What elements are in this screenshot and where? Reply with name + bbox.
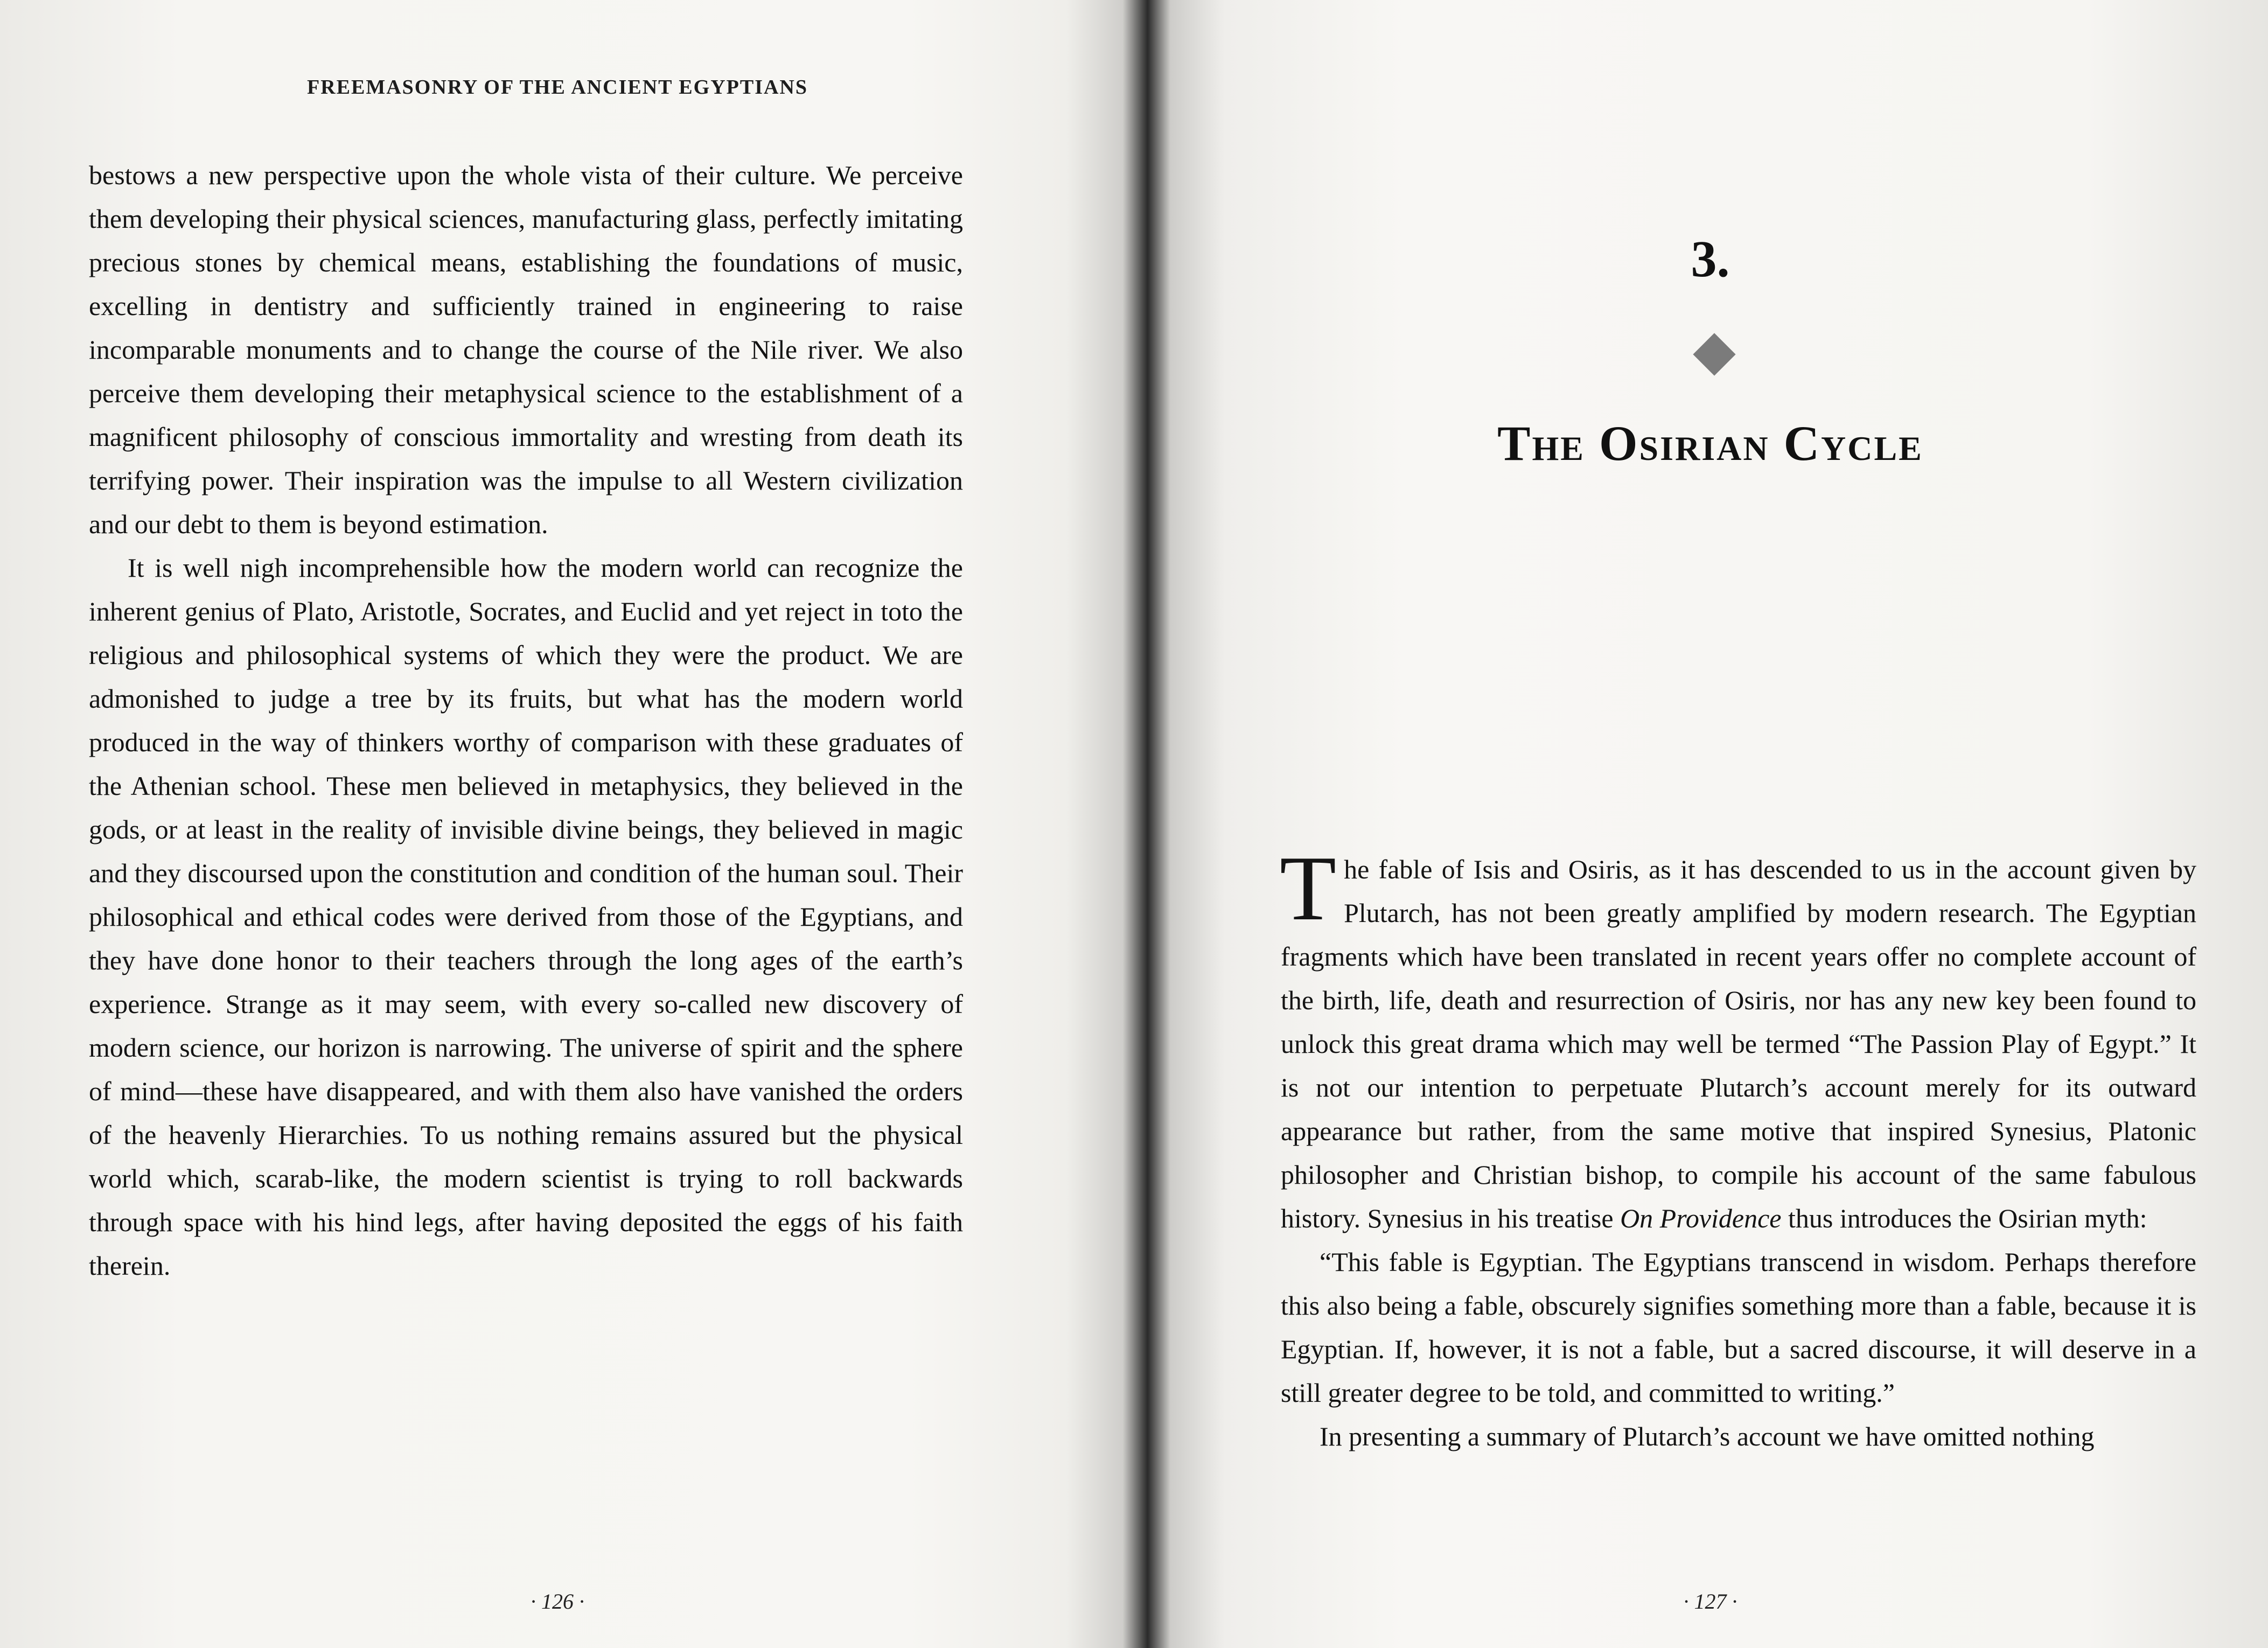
paragraph: bestows a new perspective upon the whole vista of their culture. We perceive them developing their physical sciences, manufacturing glass, perfectly imitating precious stones by chemical means, establishing the foundations of music, excelling in dentistry and sufficiently trained in engineering to raise incomparable monuments and to change the course of the Nile river. We also perceive them developing their metaphysical science to the establishment of a magnificent philosophy of conscious immortality and wresting from death its terrifying power. Their inspiration was the impulse to all Western civilization and our debt to them is beyond estimation. [89,160,963,539]
drop-cap: T [1280,837,1337,940]
paragraph: In presenting a summary of Plutarch’s account we have omitted nothing [1320,1421,2095,1451]
left-page [0,0,1115,1648]
left-page-body [89,153,963,1288]
treatise-title: On Providence [1620,1203,1782,1233]
right-page-body [1280,837,2196,1458]
diamond-ornament-icon [1693,333,1735,375]
page-number: · 127 · [1683,1589,1737,1614]
paragraph-text: thus introduces the Osirian myth: [1788,1203,2147,1233]
running-head: FREEMASONRY OF THE ANCIENT EGYPTIANS [306,76,808,99]
chapter-number: 3. [1691,230,1730,288]
paragraph-text: he fable of Isis and Osiris, as it has descended to us in the account given by Plutarch, has not been greatly amplified by modern research. The Egyptian fragments which have been translated in recent years offer no complete account of the birth, life, death and resurrection of Osiris, nor has any new key been found to unlock this great drama which may well be termed “The Passion Play of Egypt.” It is not our intention to perpetuate Plutarch’s account merely for its outward appearance but rather, from the same motive that inspired Synesius, Platonic philosopher and Christian bishop, to compile his account of the same fabulous history. Synesius in his treatise [1281,854,2196,1233]
quotation: “This fable is Egyptian. The Egyptians transcend in wisdom. Perhaps therefore this also being a fable, obscurely signifies something more than a fable, because it is Egyptian. If, however, it is not a fable, but a sacred discourse, it will deserve in a still greater degree to be told, and committed to writing.” [1281,1247,2196,1408]
right-page [1153,0,2268,1648]
chapter-title: The Osirian Cycle [1497,416,1923,471]
paragraph [1280,837,2196,1240]
paragraph: It is well nigh incomprehensible how the modern world can recognize the inherent genius of Plato, Aristotle, Socrates, and Euclid and yet reject in toto the religious and philosophical systems of which they were the product. We are admonished to judge a tree by its fruits, but what has the modern world produced in the way of thinkers worthy of comparison with these graduates of the Athenian school. These men believed in metaphysics, they believed in the gods, or at least in the reality of invisible divine beings, they believed in magic and they discoursed upon the constitution and condition of the human soul. Their philosophical and ethical codes were derived from those of the Egyptians, and they have done honor to their teachers through the long ages of the earth’s experience. Strange as it may seem, with every so-called new discovery of modern science, our horizon is narrowing. The universe of spirit and the sphere of mind—these have disappeared, and with them also have vanished the orders of the heavenly Hierarchies. To us nothing remains assured but the physical world which, scarab-like, the modern scientist is trying to roll backwards through space with his hind legs, after having deposited the eggs of his faith therein. [89,553,963,1281]
page-number: · 126 · [531,1589,584,1614]
